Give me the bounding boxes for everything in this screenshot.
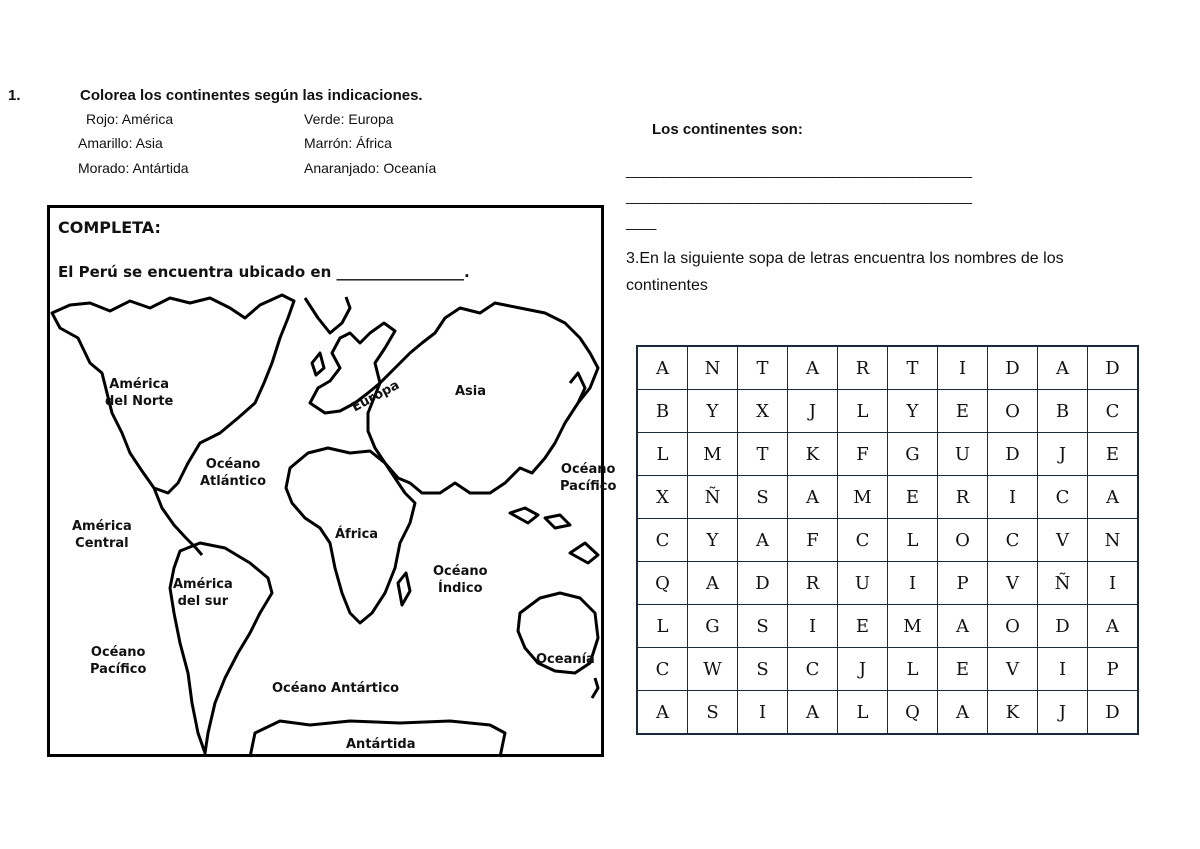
legend-yellow-asia: Amarillo: Asia <box>78 135 163 151</box>
legend-brown-africa: Marrón: África <box>304 135 392 151</box>
word-search-cell[interactable]: D <box>738 562 788 605</box>
word-search-cell[interactable]: M <box>888 605 938 648</box>
word-search-cell[interactable]: J <box>838 648 888 691</box>
question-number: 1. <box>8 87 21 104</box>
word-search-cell[interactable]: J <box>788 390 838 433</box>
word-search-cell[interactable]: A <box>637 691 688 735</box>
word-search-cell[interactable]: T <box>738 433 788 476</box>
word-search-cell[interactable]: T <box>888 346 938 390</box>
word-search-cell[interactable]: A <box>788 346 838 390</box>
word-search-cell[interactable]: Q <box>637 562 688 605</box>
answer-line-3[interactable]: ____ <box>626 214 656 231</box>
word-search-cell[interactable]: I <box>888 562 938 605</box>
word-search-cell[interactable]: D <box>988 346 1038 390</box>
word-search-cell[interactable]: P <box>1088 648 1139 691</box>
label-oceano-pacifico-right: Océano Pacífico <box>560 462 617 494</box>
word-search-cell[interactable]: L <box>637 433 688 476</box>
word-search-cell[interactable]: X <box>738 390 788 433</box>
word-search-cell[interactable]: K <box>788 433 838 476</box>
word-search-cell[interactable]: Y <box>888 390 938 433</box>
label-europa: Europa <box>349 377 403 416</box>
word-search-cell[interactable]: R <box>838 346 888 390</box>
word-search-cell[interactable]: S <box>738 605 788 648</box>
peru-sentence[interactable]: El Perú se encuentra ubicado en _________________. <box>58 263 470 281</box>
word-search-row <box>637 390 1138 433</box>
word-search-cell[interactable]: C <box>637 648 688 691</box>
word-search-row <box>637 562 1138 605</box>
word-search-cell[interactable]: C <box>1038 476 1088 519</box>
word-search-cell[interactable]: I <box>988 476 1038 519</box>
word-search-cell[interactable]: O <box>988 605 1038 648</box>
legend-purple-antartida: Morado: Antártida <box>78 160 189 176</box>
word-search-cell[interactable]: M <box>838 476 888 519</box>
question-3-text: 3.En la siguiente sopa de letras encuentra los nombres de los continentes <box>626 250 1064 294</box>
word-search-cell[interactable]: C <box>788 648 838 691</box>
word-search-row <box>637 605 1138 648</box>
word-search-row <box>637 346 1138 390</box>
answer-line-1[interactable]: _______________________________________________ <box>626 162 972 179</box>
word-search-cell[interactable]: N <box>1088 519 1139 562</box>
word-search-cell[interactable]: L <box>888 648 938 691</box>
word-search-cell[interactable]: N <box>688 346 738 390</box>
word-search-cell[interactable]: V <box>988 648 1038 691</box>
legend-green-europa: Verde: Europa <box>304 111 394 127</box>
word-search-cell[interactable]: A <box>1088 605 1139 648</box>
word-search-cell[interactable]: O <box>938 519 988 562</box>
word-search-cell[interactable]: A <box>788 691 838 735</box>
word-search-cell[interactable]: A <box>637 346 688 390</box>
legend-red-america: Rojo: América <box>86 111 174 127</box>
word-search-cell[interactable]: A <box>938 605 988 648</box>
word-search-cell[interactable]: I <box>788 605 838 648</box>
word-search-cell[interactable]: R <box>938 476 988 519</box>
word-search-cell[interactable]: E <box>938 390 988 433</box>
word-search-cell[interactable]: I <box>1088 562 1139 605</box>
word-search-cell[interactable]: D <box>1038 605 1088 648</box>
word-search-cell[interactable]: B <box>1038 390 1088 433</box>
word-search-cell[interactable]: P <box>938 562 988 605</box>
word-search-cell[interactable]: S <box>738 648 788 691</box>
word-search-cell[interactable]: D <box>1088 346 1139 390</box>
word-search-cell[interactable]: E <box>888 476 938 519</box>
word-search-row <box>637 691 1138 735</box>
word-search-cell[interactable]: E <box>838 605 888 648</box>
word-search-cell[interactable]: Ñ <box>688 476 738 519</box>
word-search-row <box>637 476 1138 519</box>
word-search-cell[interactable]: J <box>1038 691 1088 735</box>
world-map-panel <box>47 205 617 757</box>
word-search-cell[interactable]: V <box>1038 519 1088 562</box>
word-search-cell[interactable]: O <box>988 390 1038 433</box>
question-title: Colorea los continentes según las indicaciones. <box>80 87 423 104</box>
word-search-row <box>637 433 1138 476</box>
word-search-cell[interactable]: F <box>788 519 838 562</box>
label-oceania: Oceanía <box>536 652 595 667</box>
word-search-cell[interactable]: D <box>1088 691 1139 735</box>
label-asia: Asia <box>455 384 487 399</box>
label-america-del-norte: América del Norte <box>105 377 174 409</box>
word-search-cell[interactable]: L <box>888 519 938 562</box>
word-search-cell[interactable]: A <box>688 562 738 605</box>
word-search-cell[interactable]: L <box>838 390 888 433</box>
word-search-cell[interactable]: Q <box>888 691 938 735</box>
word-search-cell[interactable]: A <box>1088 476 1139 519</box>
word-search-cell[interactable]: F <box>838 433 888 476</box>
completa-heading: COMPLETA: <box>58 218 161 237</box>
word-search-cell[interactable]: A <box>738 519 788 562</box>
word-search-cell[interactable]: A <box>788 476 838 519</box>
word-search-cell[interactable]: S <box>688 691 738 735</box>
word-search-cell[interactable]: M <box>688 433 738 476</box>
continents-title: Los continentes son: <box>652 121 803 138</box>
word-search-cell[interactable]: D <box>988 433 1038 476</box>
label-antartida: Antártida <box>346 737 416 752</box>
word-search-cell[interactable]: U <box>838 562 888 605</box>
word-search-cell[interactable]: R <box>788 562 838 605</box>
label-america-del-sur: América del sur <box>173 577 233 609</box>
word-search-cell[interactable]: K <box>988 691 1038 735</box>
word-search-cell[interactable]: A <box>938 691 988 735</box>
word-search-row <box>637 519 1138 562</box>
word-search-cell[interactable]: T <box>738 346 788 390</box>
word-search-cell[interactable]: S <box>738 476 788 519</box>
word-search-cell[interactable]: B <box>637 390 688 433</box>
word-search-cell[interactable]: L <box>838 691 888 735</box>
word-search-cell[interactable]: I <box>1038 648 1088 691</box>
word-search-cell[interactable]: J <box>1038 433 1088 476</box>
word-search-cell[interactable]: Ñ <box>1038 562 1088 605</box>
word-search-cell[interactable]: C <box>988 519 1038 562</box>
word-search-cell[interactable]: C <box>637 519 688 562</box>
word-search-cell[interactable]: Y <box>688 390 738 433</box>
legend-orange-oceania: Anaranjado: Oceanía <box>304 160 437 176</box>
word-search-cell[interactable]: I <box>938 346 988 390</box>
word-search-cell[interactable]: C <box>1088 390 1139 433</box>
word-search-cell[interactable]: I <box>738 691 788 735</box>
label-oceano-antartico: Océano Antártico <box>272 681 400 696</box>
label-america-central: América Central <box>72 519 132 551</box>
word-search-row <box>637 648 1138 691</box>
word-search-cell[interactable]: V <box>988 562 1038 605</box>
word-search-cell[interactable]: Y <box>688 519 738 562</box>
word-search-cell[interactable]: G <box>888 433 938 476</box>
word-search-cell[interactable]: C <box>838 519 888 562</box>
word-search-cell[interactable]: E <box>938 648 988 691</box>
word-search-cell[interactable]: X <box>637 476 688 519</box>
word-search-cell[interactable]: E <box>1088 433 1139 476</box>
word-search-cell[interactable]: A <box>1038 346 1088 390</box>
word-search-cell[interactable]: W <box>688 648 738 691</box>
label-oceano-atlantico: Océano Atlántico <box>200 457 267 489</box>
word-search-cell[interactable]: G <box>688 605 738 648</box>
answer-line-2[interactable]: _______________________________________________ <box>626 188 972 205</box>
word-search-cell[interactable]: L <box>637 605 688 648</box>
label-oceano-indico: Océano Índico <box>433 564 488 596</box>
word-search-grid <box>636 345 1139 735</box>
word-search-cell[interactable]: U <box>938 433 988 476</box>
label-oceano-pacifico-left: Océano Pacífico <box>90 645 147 677</box>
label-africa: África <box>335 527 379 542</box>
